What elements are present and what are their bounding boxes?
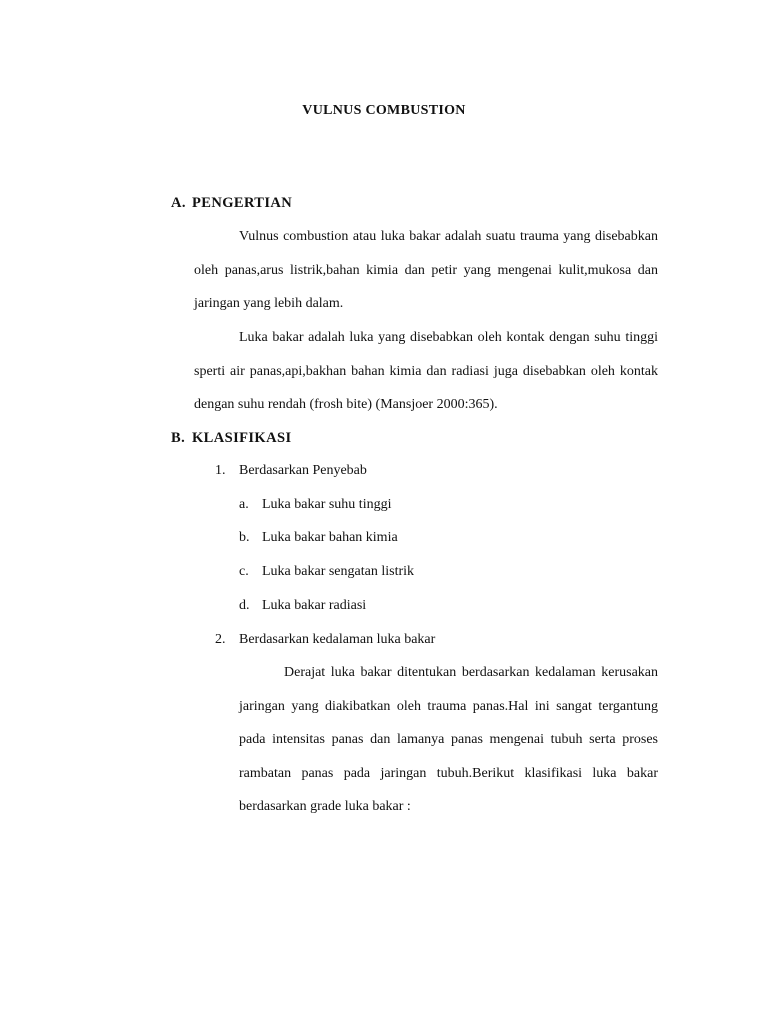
section-a-paragraph-2: Luka bakar adalah luka yang disebabkan oleh kontak dengan suhu tinggi sperti air panas,api,bakhan bahan kimia dan radiasi juga disebabkan oleh kontak dengan suhu rendah (frosh bite) (Mansjoer 2000:365). [194, 330, 658, 412]
section-b-title: KLASIFIKASI [192, 430, 292, 446]
sub-item-c-label: Luka bakar sengatan listrik [262, 564, 415, 579]
list-item-1 [215, 463, 367, 479]
list-item-1-label: Berdasarkan Penyebab [239, 463, 367, 478]
section-a-letter: A. [171, 195, 186, 211]
section-b-letter: B. [171, 430, 186, 446]
document-title: VULNUS COMBUSTION [302, 103, 466, 118]
section-a-paragraph-1: Vulnus combustion atau luka bakar adalah suatu trauma yang disebabkan oleh panas,arus listrik,bahan kimia dan petir yang mengenai kulit,mukosa dan jaringan yang lebih dalam. [194, 229, 658, 311]
sub-item-c [239, 564, 414, 580]
sub-item-c-letter: c. [239, 564, 249, 579]
sub-item-b [239, 530, 398, 546]
list-item-2-label: Berdasarkan kedalaman luka bakar [239, 632, 436, 647]
list-item-2 [215, 632, 435, 648]
sub-item-d-label: Luka bakar radiasi [262, 598, 367, 613]
section-b-heading [171, 430, 292, 447]
list-item-1-number: 1. [215, 463, 226, 478]
sub-item-b-label: Luka bakar bahan kimia [262, 530, 398, 545]
sub-item-b-letter: b. [239, 530, 250, 545]
list-item-2-paragraph: Derajat luka bakar ditentukan berdasarkan kedalaman kerusakan jaringan yang diakibatkan oleh trauma panas.Hal ini sangat tergantung pada intensitas panas dan lamanya panas mengenai tubuh serta proses rambatan panas pada jaringan tubuh.Berikut klasifikasi luka bakar berdasarkan grade luka bakar : [239, 665, 658, 814]
section-a-title: PENGERTIAN [192, 195, 293, 211]
list-item-2-number: 2. [215, 632, 226, 647]
sub-item-a-letter: a. [239, 497, 249, 512]
sub-item-a-label: Luka bakar suhu tinggi [262, 497, 392, 512]
sub-item-d [239, 598, 366, 614]
sub-item-d-letter: d. [239, 598, 250, 613]
section-a-heading [171, 195, 292, 212]
sub-item-a [239, 497, 391, 513]
